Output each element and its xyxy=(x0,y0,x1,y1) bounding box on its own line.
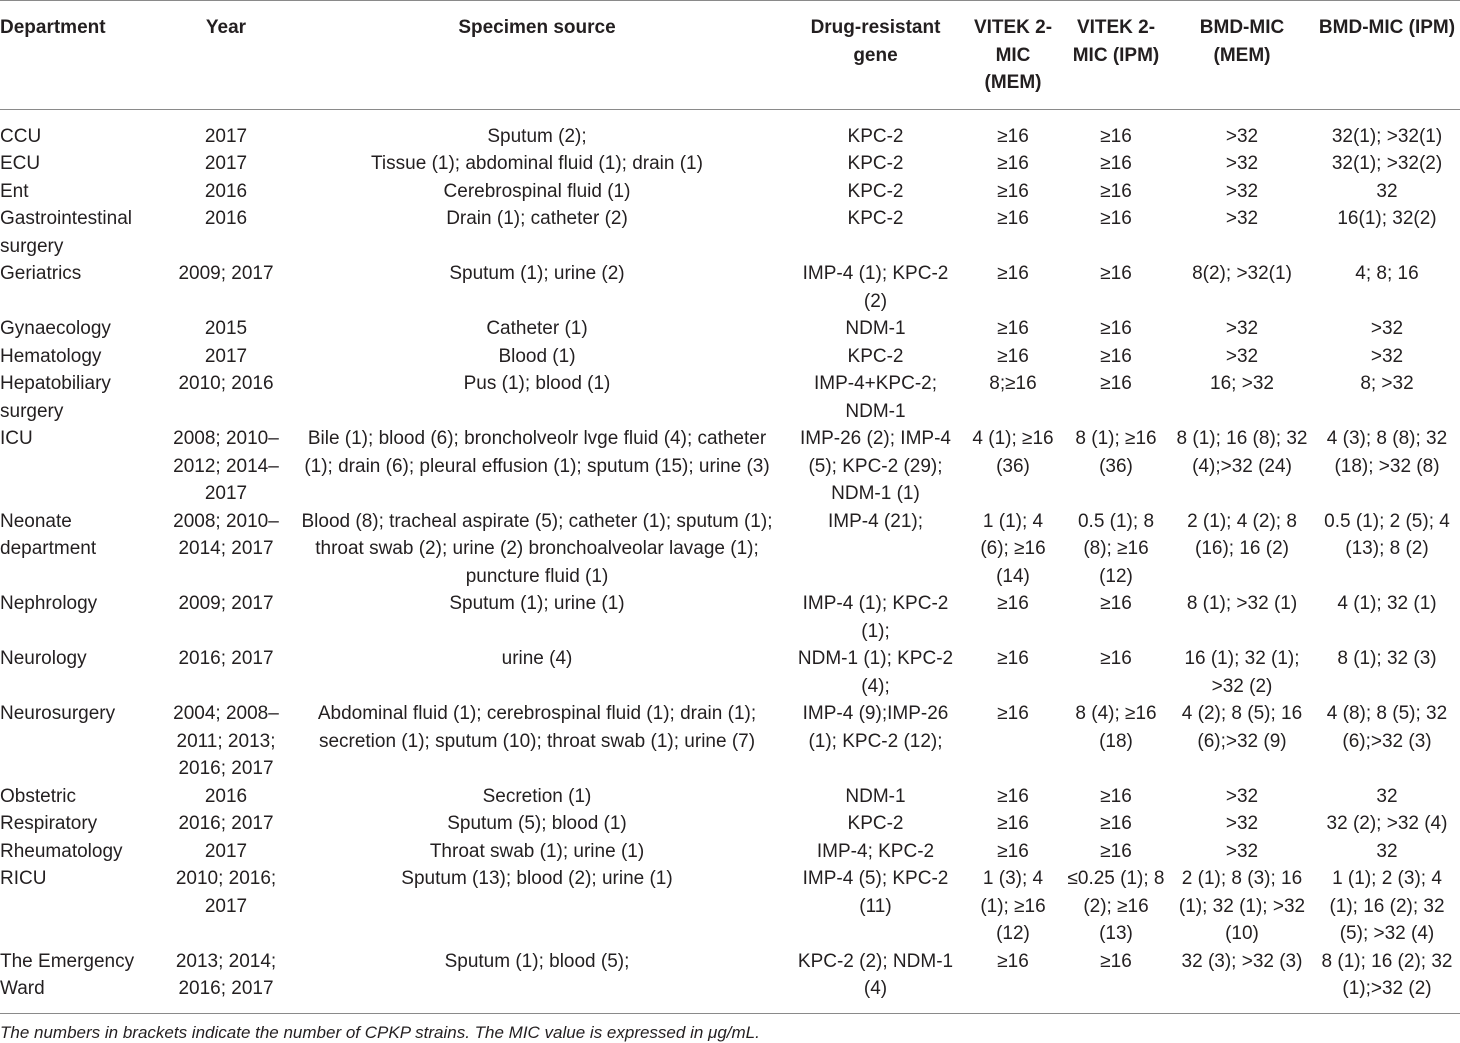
cell-department: Neurology xyxy=(0,648,87,669)
cell-bmd-mic-ipm: 32 (2); >32 (4) xyxy=(1326,813,1448,834)
cell-vitek-mic-ipm: ≥16 xyxy=(1100,153,1132,174)
cell-department: Gynaecology xyxy=(0,318,111,339)
cell-bmd-mic-mem: 32 (3); >32 (3) xyxy=(1181,950,1303,972)
cell-department: Hepatobiliary surgery xyxy=(0,373,111,422)
table-header xyxy=(0,1,1460,110)
cell-drug-resistant-gene: NDM-1 xyxy=(845,785,906,807)
cell-specimen-source: Abdominal fluid (1); cerebrospinal fluid (1); drain (1); secretion (1); sputum (10); throat swab (1); urine (7) xyxy=(317,703,757,752)
cell-vitek-mic-mem: ≥16 xyxy=(997,703,1029,724)
cell-specimen-source: Sputum (1); blood (5); xyxy=(444,950,630,972)
cell-bmd-mic-mem: 16; >32 xyxy=(1210,373,1274,394)
cell-vitek-mic-ipm: ≥16 xyxy=(1100,593,1132,614)
header-row xyxy=(0,1,1460,110)
cell-department: Geriatrics xyxy=(0,263,82,284)
cell-bmd-mic-mem: 4 (2); 8 (5); 16 (6);>32 (9) xyxy=(1181,703,1303,752)
cell-vitek-mic-mem: ≥16 xyxy=(997,813,1029,834)
cell-vitek-mic-ipm: ≥16 xyxy=(1100,318,1132,339)
cell-vitek-mic-ipm: 8 (4); ≥16 (18) xyxy=(1075,703,1157,752)
cell-bmd-mic-ipm: 4 (8); 8 (5); 32 (6);>32 (3) xyxy=(1326,703,1448,752)
cell-bmd-mic-ipm: >32 xyxy=(1370,345,1404,367)
cell-vitek-mic-mem: ≥16 xyxy=(997,648,1029,669)
cell-bmd-mic-mem: 8(2); >32(1) xyxy=(1192,263,1292,284)
cell-department: ECU xyxy=(0,153,41,174)
cell-vitek-mic-ipm: 8 (1); ≥16 (36) xyxy=(1075,428,1157,477)
table-row xyxy=(0,948,1460,1014)
cell-year: 2016 xyxy=(204,208,248,229)
cell-department: ICU xyxy=(0,428,33,449)
cell-year: 2013; 2014; 2016; 2017 xyxy=(175,950,277,999)
cell-department: Neurosurgery xyxy=(0,703,116,724)
cell-drug-resistant-gene: IMP-4 (1); KPC-2 (1); xyxy=(802,593,949,642)
cell-bmd-mic-mem: 16 (1); 32 (1); >32 (2) xyxy=(1184,648,1300,697)
cell-vitek-mic-mem: ≥16 xyxy=(997,180,1029,202)
cell-bmd-mic-mem: >32 xyxy=(1225,208,1259,229)
cell-department: CCU xyxy=(0,125,42,147)
cell-drug-resistant-gene: IMP-4 (21); xyxy=(827,510,924,532)
cell-drug-resistant-gene: NDM-1 xyxy=(845,318,906,339)
cell-year: 2009; 2017 xyxy=(178,593,274,614)
header-drug-resistant-gene: Drug-resistant gene xyxy=(810,17,941,66)
table-row xyxy=(0,150,1460,178)
cell-year: 2017 xyxy=(204,125,248,147)
cell-vitek-mic-ipm: ≥16 xyxy=(1100,345,1132,367)
cell-specimen-source: Throat swab (1); urine (1) xyxy=(429,840,645,862)
cell-bmd-mic-mem: >32 xyxy=(1225,345,1259,367)
cell-bmd-mic-mem: >32 xyxy=(1225,180,1259,202)
cell-specimen-source: Sputum (1); urine (1) xyxy=(449,593,625,614)
cell-department: Neonate department xyxy=(0,510,97,559)
cell-vitek-mic-ipm: ≥16 xyxy=(1100,180,1132,202)
cell-vitek-mic-ipm: ≥16 xyxy=(1100,648,1132,669)
cell-vitek-mic-ipm: ≥16 xyxy=(1100,263,1132,284)
cell-drug-resistant-gene: IMP-4 (1); KPC-2 (2) xyxy=(802,263,949,312)
cell-specimen-source: Drain (1); catheter (2) xyxy=(446,208,628,229)
cell-bmd-mic-ipm: >32 xyxy=(1370,318,1404,339)
cell-vitek-mic-mem: ≥16 xyxy=(997,208,1029,229)
cell-bmd-mic-mem: >32 xyxy=(1225,785,1259,807)
cell-drug-resistant-gene: IMP-26 (2); IMP-4 (5); KPC-2 (29); NDM-1 (1) xyxy=(800,428,951,504)
cell-drug-resistant-gene: IMP-4 (5); KPC-2 (11) xyxy=(802,868,949,917)
cell-year: 2004; 2008–2011; 2013; 2016; 2017 xyxy=(173,703,279,779)
cell-bmd-mic-ipm: 1 (1); 2 (3); 4 (1); 16 (2); 32 (5); >32 (4) xyxy=(1329,868,1445,944)
cell-department: Ent xyxy=(0,180,29,202)
table-body xyxy=(0,109,1460,1013)
cell-drug-resistant-gene: IMP-4; KPC-2 xyxy=(816,840,935,862)
cell-bmd-mic-mem: >32 xyxy=(1225,125,1259,147)
table-row xyxy=(0,645,1460,700)
cell-specimen-source: Secretion (1) xyxy=(482,785,592,807)
cell-bmd-mic-mem: >32 xyxy=(1225,153,1259,174)
cell-vitek-mic-mem: ≥16 xyxy=(997,263,1029,284)
cell-bmd-mic-mem: 8 (1); >32 (1) xyxy=(1186,593,1298,614)
cell-vitek-mic-ipm: ≥16 xyxy=(1100,785,1132,807)
cell-year: 2008; 2010–2014; 2017 xyxy=(173,510,279,559)
cell-specimen-source: Tissue (1); abdominal fluid (1); drain (1) xyxy=(371,153,703,174)
cell-year: 2016 xyxy=(204,180,248,202)
table-row xyxy=(0,508,1460,591)
cell-vitek-mic-mem: ≥16 xyxy=(997,345,1029,367)
cell-department: Obstetric xyxy=(0,785,77,807)
header-bmd-mic-mem: BMD-MIC (MEM) xyxy=(1199,17,1285,66)
cell-department: Nephrology xyxy=(0,593,98,614)
table-row xyxy=(0,810,1460,838)
cell-year: 2016; 2017 xyxy=(178,648,274,669)
cell-specimen-source: Catheter (1) xyxy=(486,318,588,339)
cell-vitek-mic-mem: ≥16 xyxy=(997,153,1029,174)
table-row xyxy=(0,109,1460,150)
cell-bmd-mic-mem: >32 xyxy=(1225,840,1259,862)
cell-vitek-mic-mem: ≥16 xyxy=(997,785,1029,807)
cell-drug-resistant-gene: KPC-2 xyxy=(847,813,904,834)
cell-department: Respiratory xyxy=(0,813,98,834)
cell-bmd-mic-ipm: 8 (1); 16 (2); 32 (1);>32 (2) xyxy=(1321,950,1453,999)
table-row xyxy=(0,315,1460,343)
cell-bmd-mic-ipm: 4; 8; 16 xyxy=(1355,263,1419,284)
header-bmd-mic-ipm: BMD-MIC (IPM) xyxy=(1318,17,1456,38)
cell-specimen-source: Sputum (2); xyxy=(487,125,587,147)
cell-vitek-mic-mem: ≥16 xyxy=(997,125,1029,147)
cell-vitek-mic-ipm: ≥16 xyxy=(1100,840,1132,862)
cell-bmd-mic-ipm: 4 (3); 8 (8); 32 (18); >32 (8) xyxy=(1326,428,1448,477)
cell-specimen-source: Sputum (13); blood (2); urine (1) xyxy=(401,868,673,889)
cell-bmd-mic-mem: 2 (1); 8 (3); 16 (1); 32 (1); >32 (10) xyxy=(1178,868,1306,944)
cell-bmd-mic-ipm: 8; >32 xyxy=(1360,373,1414,394)
cell-drug-resistant-gene: KPC-2 (2); NDM-1 (4) xyxy=(797,950,954,999)
cell-bmd-mic-ipm: 32(1); >32(2) xyxy=(1331,153,1443,174)
cell-specimen-source: Blood (1) xyxy=(498,345,576,367)
table-row xyxy=(0,205,1460,260)
cell-year: 2009; 2017 xyxy=(178,263,274,284)
table-row xyxy=(0,783,1460,811)
cell-drug-resistant-gene: IMP-4 (9);IMP-26 (1); KPC-2 (12); xyxy=(802,703,949,752)
cell-specimen-source: Cerebrospinal fluid (1) xyxy=(443,180,631,202)
cell-year: 2008; 2010–2012; 2014–2017 xyxy=(173,428,279,504)
cell-bmd-mic-ipm: 0.5 (1); 2 (5); 4 (13); 8 (2) xyxy=(1324,510,1450,559)
cell-drug-resistant-gene: KPC-2 xyxy=(847,208,904,229)
cell-year: 2017 xyxy=(204,840,248,862)
cell-vitek-mic-ipm: ≥16 xyxy=(1100,950,1132,972)
cell-vitek-mic-mem: 8;≥16 xyxy=(989,373,1037,394)
table-footnote: The numbers in brackets indicate the number of CPKP strains. The MIC value is expressed in μg/mL. xyxy=(0,1022,760,1042)
header-vitek-mic-ipm: VITEK 2-MIC (IPM) xyxy=(1072,17,1160,66)
cell-drug-resistant-gene: KPC-2 xyxy=(847,345,904,367)
table-row xyxy=(0,343,1460,371)
cell-bmd-mic-ipm: 32 xyxy=(1376,785,1398,807)
table-row xyxy=(0,425,1460,508)
table-row xyxy=(0,590,1460,645)
cell-specimen-source: Pus (1); blood (1) xyxy=(463,373,611,394)
cell-bmd-mic-ipm: 16(1); 32(2) xyxy=(1337,208,1437,229)
cell-year: 2016; 2017 xyxy=(178,813,274,834)
cell-specimen-source: Sputum (5); blood (1) xyxy=(447,813,627,834)
cell-bmd-mic-ipm: 8 (1); 32 (3) xyxy=(1337,648,1437,669)
table-row xyxy=(0,178,1460,206)
header-vitek-mic-mem: VITEK 2-MIC (MEM) xyxy=(973,17,1053,93)
cell-department: Hematology xyxy=(0,345,102,367)
cell-bmd-mic-mem: >32 xyxy=(1225,318,1259,339)
header-specimen-source: Specimen source xyxy=(458,17,616,38)
cell-year: 2015 xyxy=(204,318,248,339)
table-row xyxy=(0,260,1460,315)
cell-department: The Emergency Ward xyxy=(0,950,135,999)
cell-drug-resistant-gene: IMP-4+KPC-2; NDM-1 xyxy=(813,373,937,422)
cell-drug-resistant-gene: KPC-2 xyxy=(847,180,904,202)
cell-year: 2010; 2016; 2017 xyxy=(175,868,277,917)
cell-vitek-mic-mem: 4 (1); ≥16 (36) xyxy=(972,428,1054,477)
cell-specimen-source: Bile (1); blood (6); broncholveolr lvge fluid (4); catheter (1); drain (6); pleural effusion (1); sputum (15); urine (3) xyxy=(304,428,770,477)
table-row xyxy=(0,838,1460,866)
cell-vitek-mic-mem: ≥16 xyxy=(997,593,1029,614)
cell-department: Gastrointestinal surgery xyxy=(0,208,133,257)
cell-year: 2017 xyxy=(204,153,248,174)
header-department: Department xyxy=(0,17,106,38)
cell-vitek-mic-ipm: ≥16 xyxy=(1100,813,1132,834)
table-row xyxy=(0,865,1460,948)
cell-specimen-source: Sputum (1); urine (2) xyxy=(449,263,625,284)
cell-bmd-mic-mem: 8 (1); 16 (8); 32 (4);>32 (24) xyxy=(1176,428,1308,477)
cell-vitek-mic-mem: ≥16 xyxy=(997,840,1029,862)
header-year: Year xyxy=(205,17,247,38)
cell-vitek-mic-ipm: ≥16 xyxy=(1100,208,1132,229)
cell-vitek-mic-mem: 1 (1); 4 (6); ≥16 (14) xyxy=(980,510,1046,587)
cell-vitek-mic-mem: 1 (3); 4 (1); ≥16 (12) xyxy=(980,868,1046,944)
cell-drug-resistant-gene: NDM-1 (1); KPC-2 (4); xyxy=(797,648,954,697)
cell-bmd-mic-mem: >32 xyxy=(1225,813,1259,834)
cell-year: 2010; 2016 xyxy=(178,373,274,394)
cell-vitek-mic-ipm: ≥16 xyxy=(1100,125,1132,147)
cell-department: Rheumatology xyxy=(0,840,123,862)
cell-bmd-mic-ipm: 4 (1); 32 (1) xyxy=(1337,593,1437,614)
cell-specimen-source: Blood (8); tracheal aspirate (5); catheter (1); sputum (1); throat swab (2); urine (2) bronchoalveolar lavage (1); puncture fluid (1) xyxy=(301,510,773,587)
cell-bmd-mic-ipm: 32 xyxy=(1376,180,1398,202)
table-row xyxy=(0,370,1460,425)
cell-vitek-mic-mem: ≥16 xyxy=(997,318,1029,339)
cell-year: 2016 xyxy=(204,785,248,807)
cell-specimen-source: urine (4) xyxy=(501,648,573,669)
cell-bmd-mic-ipm: 32 xyxy=(1376,840,1398,862)
cell-vitek-mic-mem: ≥16 xyxy=(997,950,1029,972)
cell-vitek-mic-ipm: ≥16 xyxy=(1100,373,1132,394)
cell-bmd-mic-ipm: 32(1); >32(1) xyxy=(1331,125,1443,147)
cell-vitek-mic-ipm: ≤0.25 (1); 8 (2); ≥16 (13) xyxy=(1067,868,1165,944)
cell-drug-resistant-gene: KPC-2 xyxy=(847,125,904,147)
cell-bmd-mic-mem: 2 (1); 4 (2); 8 (16); 16 (2) xyxy=(1187,510,1297,559)
cell-department: RICU xyxy=(0,868,47,889)
cell-vitek-mic-ipm: 0.5 (1); 8 (8); ≥16 (12) xyxy=(1077,510,1155,587)
cell-year: 2017 xyxy=(204,345,248,367)
table-row xyxy=(0,700,1460,783)
cell-drug-resistant-gene: KPC-2 xyxy=(847,153,904,174)
